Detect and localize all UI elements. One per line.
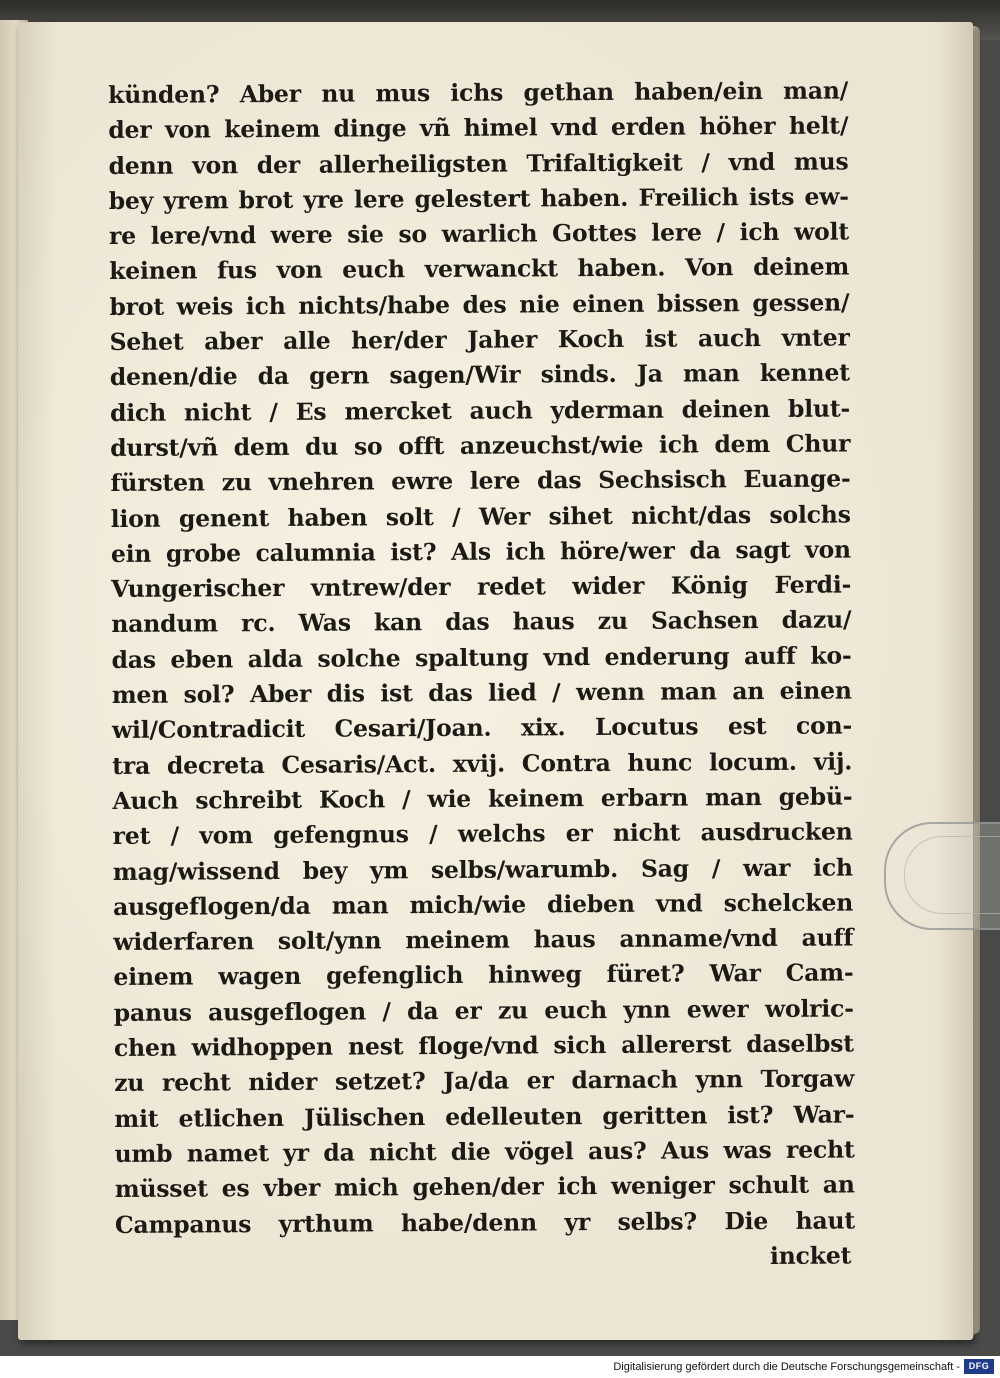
- text-line: das eben alda solche spaltung vnd enderung auff ko-: [111, 641, 852, 674]
- text-line: denn von der allerheiligsten Trifaltigkeit / vnd mus: [108, 147, 849, 180]
- text-line: zu recht nider setzet? Ja/da er darnach ynn Torgaw: [114, 1064, 855, 1098]
- catchword: incket: [769, 1241, 852, 1270]
- text-line: panus ausgeflogen / da er zu euch ynn ewer wolric-: [113, 994, 854, 1027]
- text-line: mit etlichen Jülischen edelleuten geritten ist? War-: [114, 1100, 855, 1133]
- text-line: der von keinem dinge vñ himel vnd erden höher helt/: [108, 111, 849, 145]
- text-line: Auch schreibt Koch / wie keinem erbarn man gebü-: [112, 782, 853, 815]
- funding-credit: Digitalisierung gefördert durch die Deutsche Forschungsgemeinschaft -: [613, 1361, 960, 1373]
- text-line: einem wagen gefenglich hinweg füret? War Cam-: [113, 958, 854, 992]
- text-line: müsset es vber mich gehen/der ich weniger schult an: [114, 1170, 855, 1204]
- text-line: Vungerischer vntrew/der redet wider König Ferdi-: [111, 570, 852, 604]
- page-clip-inner: [904, 836, 1000, 914]
- text-line: dich nicht / Es mercket auch yderman deinen blut-: [109, 394, 851, 427]
- text-line: bey yrem brot yre lere gelestert haben. Freilich ists ew-: [108, 182, 849, 215]
- text-line: re lere/vnd were sie so warlich Gottes lere / ich wolt: [108, 217, 850, 251]
- text-line: tra decreta Cesaris/Act. xvij. Contra hunc locum. vij.: [112, 747, 853, 780]
- text-line: ret / vom gefengnus / welchs er nicht ausdrucken: [112, 817, 853, 851]
- text-line: durst/vñ dem du so offt anzeuchst/wie ich dem Chur: [110, 429, 851, 462]
- text-line: widerfaren solt/ynn meinem haus anname/vnd auff: [113, 923, 854, 957]
- text-line: ausgeflogen/da man mich/wie dieben vnd schelcken: [112, 888, 854, 921]
- text-line: mag/wissend bey ym selbs/warumb. Sag / war ich: [112, 852, 853, 886]
- text-line: denen/die da gern sagen/Wir sinds. Ja man kennet: [109, 358, 850, 392]
- text-line: lion genent haben solt / Wer sihet nicht/das solchs: [110, 500, 851, 533]
- dfg-logo-icon: DFG: [964, 1359, 994, 1374]
- text-line: künden? Aber nu mus ichs gethan haben/ein man/: [108, 76, 849, 109]
- text-line: keinen fus von euch verwanckt haben. Von deinem: [109, 252, 850, 286]
- text-line: Sehet aber alle her/der Jaher Koch ist auch vnter: [109, 323, 850, 357]
- text-line: nandum rc. Was kan das haus zu Sachsen dazu/: [111, 605, 852, 639]
- text-line: chen widhoppen nest floge/vnd sich allererst daselbst: [113, 1029, 854, 1062]
- text-line: ein grobe calumnia ist? Als ich höre/wer da sagt von: [110, 535, 851, 568]
- text-line: Campanus yrthum habe/denn yr selbs? Die haut: [114, 1205, 856, 1239]
- text-line: fürsten zu vnehren ewre lere das Sechsisch Euange-: [110, 464, 851, 498]
- text-line: wil/Contradicit Cesari/Joan. xix. Locutus est con-: [111, 711, 853, 745]
- text-line: men sol? Aber dis ist das lied / wenn man an einen: [111, 676, 852, 710]
- text-line: brot weis ich nichts/habe des nie einen bissen gessen/: [109, 288, 850, 321]
- text-line: umb namet yr da nicht die vögel aus? Aus was recht: [114, 1135, 855, 1168]
- page-text-block: [108, 73, 855, 1278]
